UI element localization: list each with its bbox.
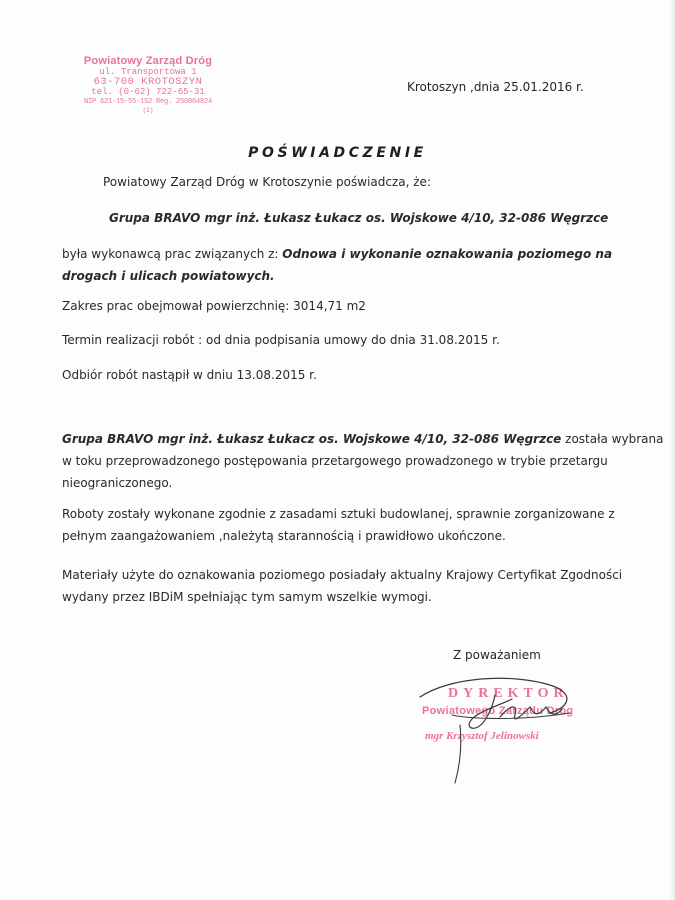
page-edge-shadow [669,0,675,900]
closing-salutation: Z poważaniem [453,648,541,662]
intro-paragraph: Powiatowy Zarząd Dróg w Krotoszynie poświadcza, że: [103,175,431,189]
director-stamp-title: DYREKTOR [448,686,569,701]
handwritten-signature [400,655,600,795]
acceptance-paragraph: Odbiór robót nastąpił w dniu 13.08.2015 r. [62,368,317,382]
term-paragraph: Termin realizacji robót : od dnia podpisania umowy do dnia 31.08.2015 r. [62,333,500,347]
document-date: Krotoszyn ,dnia 25.01.2016 r. [407,80,584,94]
stamp-line-street: ul. Transportowa 1 [99,67,197,77]
materials-line-1: Materiały użyte do oznakowania poziomego posiadały aktualny Krajowy Certyfikat Zgodności [62,568,623,582]
scope-part-2: drogach i ulicach powiatowych. [62,269,275,283]
quality-line-1: Roboty zostały wykonane zgodnie z zasadami sztuki budowlanej, sprawnie zorganizowane z [62,507,615,521]
director-stamp-name: mgr Krzysztof Jelinowski [425,730,539,742]
selection-text-2: w toku przeprowadzonego postępowania przetargowego prowadzonego w trybie przetargu [62,454,608,468]
selection-company: Grupa BRAVO mgr inż. Łukasz Łukacz os. Wojskowe 4/10, 32-086 Węgrzce [62,432,562,446]
stamp-line-city: 63-700 KROTOSZYN [93,76,203,88]
scope-part-1: Odnowa i wykonanie oznakowania poziomego na [282,247,613,261]
materials-paragraph [62,564,622,608]
stamp-line-org: Powiatowy Zarząd Dróg [83,55,213,67]
selection-text-1: została wybrana [561,432,664,446]
selection-paragraph [62,428,663,494]
stamp-line-index: (2) [142,107,154,114]
selection-text-3: nieograniczonego. [62,476,173,490]
company-line: Grupa BRAVO mgr inż. Łukasz Łukacz os. Wojskowe 4/10, 32-086 Węgrzce [109,211,609,225]
stamp-line-phone: tel. (0-62) 722-65-31 [91,87,205,97]
materials-line-2: wydany przez IBDiM spełniając tym samym wszelkie wymogi. [62,590,432,604]
stamp-line-nip: NIP 621-15-55-152 Reg. 250864824 [83,98,213,106]
contractor-paragraph [62,243,612,287]
document-title: POŚWIADCZENIE [248,145,427,161]
contractor-prefix: była wykonawcą prac związanych z: [62,247,283,261]
quality-paragraph [62,503,615,547]
header-stamp [68,55,228,114]
director-stamp-office: Powiatowego Zarządu Dróg [422,705,574,717]
area-paragraph: Zakres prac obejmował powierzchnię: 3014,71 m2 [62,299,366,313]
quality-line-2: pełnym zaangażowaniem ,należytą starannością i prawidłowo ukończone. [62,529,506,543]
